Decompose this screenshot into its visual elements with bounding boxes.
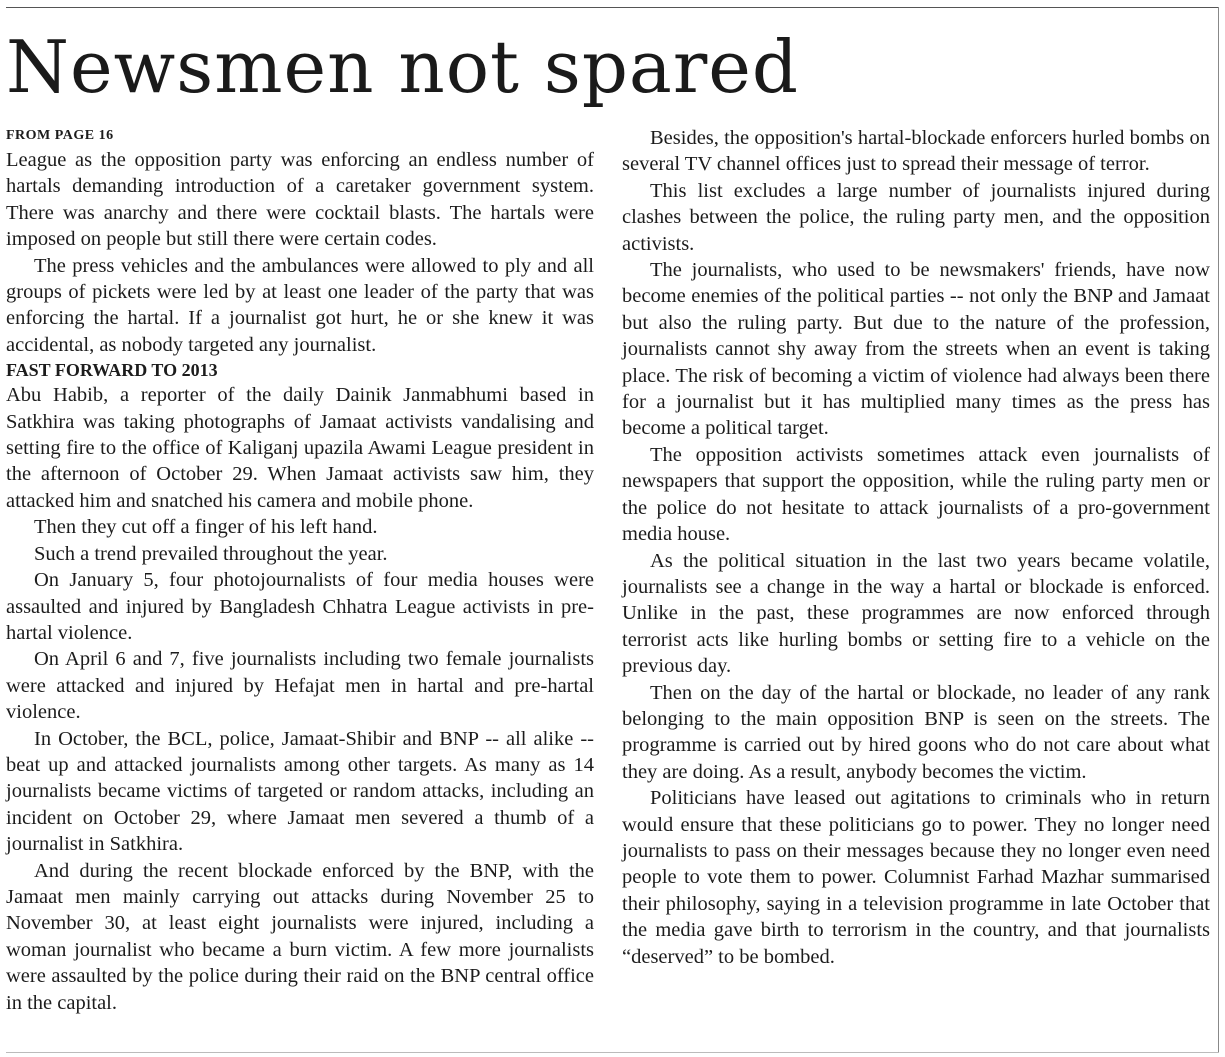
right-column [622, 125, 1210, 970]
left-column [6, 125, 594, 1016]
from-page-label: FROM PAGE 16 [6, 128, 114, 143]
right-border-rule [1218, 7, 1219, 1053]
paragraph: League as the opposition party was enforcing an endless number of hartals demanding introduction of a caretaker government system. There was anarchy and there were cocktail blasts. The hartals were imposed on people but still there were certain codes. [6, 149, 594, 251]
paragraph: The press vehicles and the ambulances were allowed to ply and all groups of pickets were led by at least one leader of the party that was enforcing the hartal. If a journalist got hurt, he or she knew it was accidental, as nobody targeted any journalist. [6, 254, 594, 356]
paragraph: On January 5, four photojournalists of four media houses were assaulted and injured by Bangladesh Chhatra League activists in pre-hartal violence. [6, 569, 594, 644]
paragraph: Politicians have leased out agitations to criminals who in return would ensure that these politicians go to power. They no longer need journalists to pass on their messages because they no longer even need people to vote them to power. Columnist Farhad Mazhar summarised their philosophy, saying in a television programme in late October that the media gave birth to terrorism in the country, and that journalists “deserved” to be bombed. [622, 787, 1210, 968]
paragraph: As the political situation in the last two years became volatile, journalists see a change in the way a hartal or blockade is enforced. Unlike in the past, these programmes are now enforced through terrorist acts like hurling bombs or setting fire to a vehicle on the previous day. [622, 549, 1210, 678]
section-subhead: FAST FORWARD TO 2013 [6, 360, 218, 381]
paragraph: The opposition activists sometimes attack even journalists of newspapers that support the opposition, while the ruling party men or the police do not hesitate to attack journalists of a pro-government media house. [622, 443, 1210, 546]
paragraph: The journalists, who used to be newsmakers' friends, have now become enemies of the political parties -- not only the BNP and Jamaat but also the ruling party. But due to the nature of the profession, journalists cannot shy away from the streets when an event is taking place. The risk of becoming a victim of violence had always been there for a journalist but it has multiplied many times as the press has become a political target. [622, 259, 1210, 440]
paragraph: Then they cut off a finger of his left hand. [34, 516, 378, 539]
paragraph: Besides, the opposition's hartal-blockade enforcers hurled bombs on several TV channel offices just to spread their message of terror. [622, 127, 1210, 176]
bottom-rule [6, 1052, 1219, 1053]
top-rule [6, 7, 1219, 8]
paragraph: And during the recent blockade enforced by the BNP, with the Jamaat men mainly carrying out attacks during November 25 to November 30, at least eight journalists were injured, including a woman journalist who became a burn victim. A few more journalists were assaulted by the police during their raid on the BNP central office in the capital. [6, 859, 594, 1014]
paragraph: In October, the BCL, police, Jamaat-Shibir and BNP -- all alike -- beat up and attacked journalists among other targets. As many as 14 journalists became victims of targeted or random attacks, including an incident on October 29, where Jamaat men severed a thumb of a journalist in Satkhira. [6, 727, 594, 856]
paragraph: This list excludes a large number of journalists injured during clashes between the police, the ruling party men, and the opposition activists. [622, 179, 1210, 255]
paragraph: Abu Habib, a reporter of the daily Dainik Janmabhumi based in Satkhira was taking photographs of Jamaat activists vandalising and setting fire to the office of Kaliganj upazila Awami League president in the afternoon of October 29. When Jamaat activists saw him, they attacked him and snatched his camera and mobile phone. [6, 384, 594, 512]
paragraph: On April 6 and 7, five journalists including two female journalists were attacked and injured by Hefajat men in hartal and pre-hartal violence. [6, 648, 594, 724]
article-headline: Newsmen not spared [6, 25, 799, 109]
paragraph: Such a trend prevailed throughout the year. [34, 542, 388, 565]
paragraph: Then on the day of the hartal or blockade, no leader of any rank belonging to the main opposition BNP is seen on the streets. The programme is carried out by hired goons who do not care about what they are doing. As a result, anybody becomes the victim. [622, 681, 1210, 783]
